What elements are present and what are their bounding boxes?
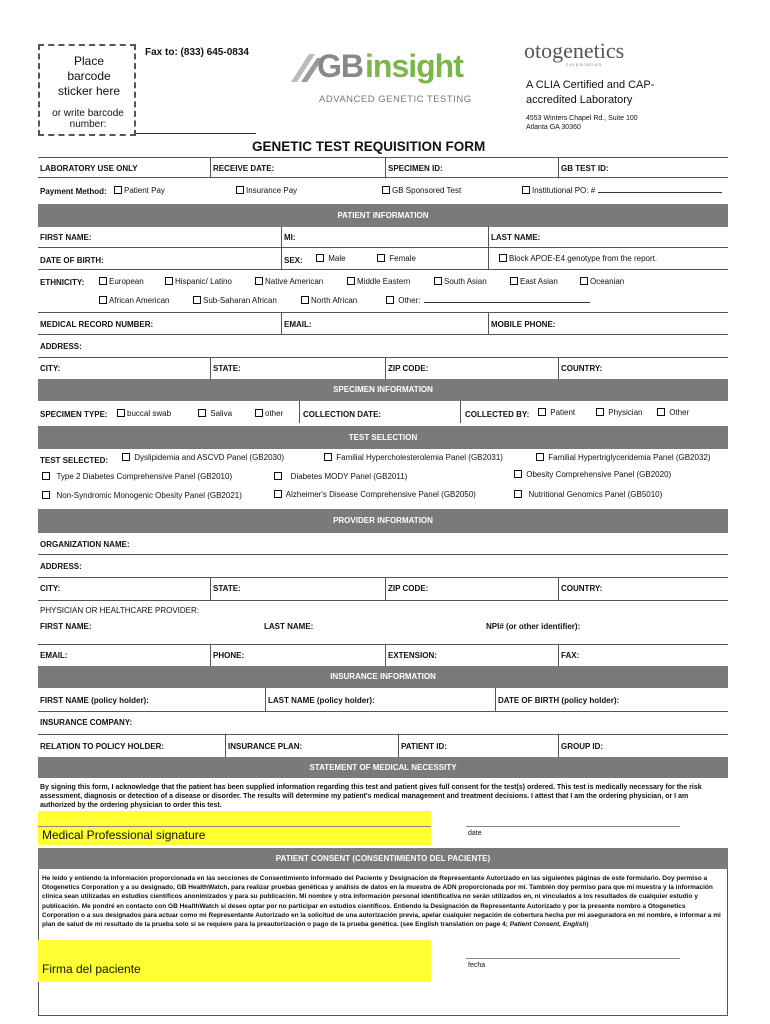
provider-sig-line bbox=[38, 826, 431, 827]
form-title: GENETIC TEST REQUISITION FORM bbox=[252, 139, 486, 154]
test-gb2010[interactable]: Type 2 Diabetes Comprehensive Panel (GB2010) bbox=[42, 472, 232, 481]
ins-last-name-label: LAST NAME (policy holder): bbox=[268, 696, 375, 705]
checkbox-icon[interactable] bbox=[514, 470, 522, 478]
org-name-label: ORGANIZATION NAME: bbox=[40, 540, 130, 549]
checkbox-icon[interactable] bbox=[386, 296, 394, 304]
checkbox-icon[interactable] bbox=[510, 277, 518, 285]
patient-country-label: COUNTRY: bbox=[561, 364, 603, 373]
oto-logo-text: otogenetics bbox=[524, 38, 625, 63]
collected-by-physician[interactable]: Physician bbox=[596, 408, 642, 417]
barcode-or-label: or write barcode number: bbox=[52, 108, 124, 130]
provider-extension-label: EXTENSION: bbox=[388, 651, 437, 660]
checkbox-icon[interactable] bbox=[255, 277, 263, 285]
specimen-info-band: SPECIMEN INFORMATION bbox=[38, 379, 728, 401]
gb-test-id-label: GB TEST ID: bbox=[561, 164, 609, 173]
checkbox-icon[interactable] bbox=[377, 254, 385, 262]
patient-email-label: EMAIL: bbox=[284, 320, 312, 329]
necessity-text: By signing this form, I acknowledge that the patient has been supplied information regarding this test and patient gives full consent for the test(s) ordered. This test is medically necessary for the risk assessment, diagnosis or detection of a disease or disorder. The results will determine my patient's medical management and treatment decisions. I attest that I am the ordering physician, or I am authorized by the ordering physician to order this test. bbox=[40, 784, 702, 809]
patient-mi-label: MI: bbox=[284, 233, 296, 242]
patient-zip-label: ZIP CODE: bbox=[388, 364, 429, 373]
ins-plan-label: INSURANCE PLAN: bbox=[228, 742, 303, 751]
patient-last-name-label: LAST NAME: bbox=[491, 233, 541, 242]
test-gb2031[interactable]: Familial Hypercholesterolemia Panel (GB2031) bbox=[324, 453, 503, 462]
checkbox-icon[interactable] bbox=[165, 277, 173, 285]
provider-country-label: COUNTRY: bbox=[561, 584, 603, 593]
po-number-line[interactable] bbox=[598, 192, 722, 193]
patient-first-name-label: FIRST NAME: bbox=[40, 233, 92, 242]
checkbox-icon[interactable] bbox=[536, 453, 544, 461]
barcode-box[interactable] bbox=[38, 44, 136, 136]
eth-native-american[interactable]: Native American bbox=[255, 277, 323, 286]
checkbox-icon[interactable] bbox=[301, 296, 309, 304]
checkbox-icon[interactable] bbox=[99, 296, 107, 304]
specimen-type-label: SPECIMEN TYPE: bbox=[40, 410, 108, 419]
mobile-phone-label: MOBILE PHONE: bbox=[491, 320, 556, 329]
checkbox-icon[interactable] bbox=[499, 254, 507, 262]
sex-male-option[interactable]: Male bbox=[316, 254, 346, 263]
test-gb2050[interactable]: Alzheimer's Disease Comprehensive Panel (GB2050) bbox=[274, 490, 476, 499]
pay-patient-option[interactable]: Patient Pay bbox=[114, 186, 165, 195]
patient-sex-label: SEX: bbox=[284, 256, 303, 265]
block-apoe-option[interactable]: Block APOE-E4 genotype from the report. bbox=[499, 254, 657, 263]
clia-statement: A CLIA Certified and CAP-accredited Laboratory bbox=[526, 79, 655, 106]
checkbox-icon[interactable] bbox=[117, 409, 125, 417]
checkbox-icon[interactable] bbox=[324, 453, 332, 461]
lab-address-1: 4553 Winters Chapel Rd., Suite 100 bbox=[526, 115, 638, 122]
patient-info-band: PATIENT INFORMATION bbox=[38, 204, 728, 227]
checkbox-icon[interactable] bbox=[193, 296, 201, 304]
specimen-buccal-option[interactable]: buccal swab bbox=[117, 409, 171, 418]
provider-first-name-label: FIRST NAME: bbox=[40, 622, 92, 631]
gb-logo-suffix: insight bbox=[365, 48, 463, 84]
pay-institutional-option[interactable]: Institutional PO: # bbox=[522, 186, 722, 195]
patient-address-label: ADDRESS: bbox=[40, 342, 82, 351]
ethnicity-label: ETHNICITY: bbox=[40, 278, 85, 287]
provider-date-line[interactable] bbox=[466, 826, 680, 827]
checkbox-icon[interactable] bbox=[538, 408, 546, 416]
gb-logo-prefix: GB bbox=[317, 48, 363, 84]
ins-dob-label: DATE OF BIRTH (policy holder): bbox=[498, 696, 620, 705]
patient-signature-label: Firma del paciente bbox=[42, 962, 141, 976]
eth-oceanian[interactable]: Oceanian bbox=[580, 277, 624, 286]
provider-zip-label: ZIP CODE: bbox=[388, 584, 429, 593]
checkbox-icon[interactable] bbox=[514, 490, 522, 498]
ins-patient-id-label: PATIENT ID: bbox=[401, 742, 447, 751]
pay-sponsored-option[interactable]: GB Sponsored Test bbox=[382, 186, 461, 195]
checkbox-icon[interactable] bbox=[382, 186, 390, 194]
patient-city-label: CITY: bbox=[40, 364, 61, 373]
specimen-other-option[interactable]: other bbox=[255, 409, 283, 418]
payment-method-label: Payment Method: bbox=[40, 187, 107, 196]
checkbox-icon[interactable] bbox=[434, 277, 442, 285]
collection-date-label: COLLECTION DATE: bbox=[303, 410, 382, 419]
provider-email-label: EMAIL: bbox=[40, 651, 68, 660]
eth-east-asian[interactable]: East Asian bbox=[510, 277, 558, 286]
provider-info-band: PROVIDER INFORMATION bbox=[38, 509, 728, 533]
patient-date-line[interactable] bbox=[466, 958, 680, 959]
lab-use-label: LABORATORY USE ONLY bbox=[40, 164, 138, 173]
provider-address-label: ADDRESS: bbox=[40, 562, 82, 571]
test-gb5010[interactable]: Nutritional Genomics Panel (GB5010) bbox=[514, 490, 662, 499]
specimen-saliva-option[interactable]: Saliva bbox=[198, 409, 232, 418]
gb-insight-logo bbox=[287, 48, 477, 108]
checkbox-icon[interactable] bbox=[42, 472, 50, 480]
consent-text: He leído y entiendo la información proporcionada en las secciones de Consentimiento Informado del Paciente y Designación de Representante Autorizado en las siguientes páginas de este formulario. Doy permiso a Otogenetics Corporation y a su designado, GB HealthWatch, para realizar pruebas genéticas y análisis de datos en la muestra de ADN proporcionada por mí. También doy permiso para que mi muestra y la información clínica sean utilizadas en estudios científicos anonimizados y para su publicación. Mi nombre y otra información personal identificativa no serán utilizados en, ni vinculados a los resultados de cualquier estudio y publicación. Me pondré en contacto con GB HealthWatch si deseo optar por no participar en estudios científicos. Entiendo la Designación de Representante Autorizado y por la presente nombro a Otogenetics Corporation o a sus designados para actuar como mi Representante Autorizado en la solicitud de una autorización previa, apelar cualquier negación de cobertura hecha por mi aseguradora en mi nombre, e informar a mi plan de salud de mi resultado de la prueba solo si se requiere para la preautorización o pago de la prueba genética. (see English translation on page 4; Patient Consent, English) bbox=[42, 875, 721, 929]
receive-date-label: RECEIVE DATE: bbox=[213, 164, 275, 173]
oto-logo-sub: c o r p o r a t i o n bbox=[566, 62, 602, 67]
pay-insurance-option[interactable]: Insurance Pay bbox=[236, 186, 297, 195]
checkbox-icon[interactable] bbox=[657, 408, 665, 416]
test-gb2030[interactable]: Dyslipidemia and ASCVD Panel (GB2030) bbox=[122, 453, 284, 462]
eth-middle-eastern[interactable]: Middle Eastern bbox=[347, 277, 410, 286]
patient-date-label: fecha bbox=[468, 962, 486, 969]
patient-state-label: STATE: bbox=[213, 364, 241, 373]
test-gb2021[interactable]: Non-Syndromic Monogenic Obesity Panel (GB2021) bbox=[42, 491, 242, 500]
test-selection-band: TEST SELECTION bbox=[38, 426, 728, 449]
physician-label: PHYSICIAN OR HEALTHCARE PROVIDER: bbox=[40, 606, 199, 615]
checkbox-icon[interactable] bbox=[580, 277, 588, 285]
provider-signature-label: Medical Professional signature bbox=[42, 828, 206, 842]
checkbox-icon[interactable] bbox=[596, 408, 604, 416]
otogenetics-logo bbox=[524, 38, 654, 67]
test-gb2011[interactable]: Diabetes MODY Panel (GB2011) bbox=[274, 472, 407, 481]
collected-by-other[interactable]: Other bbox=[657, 408, 689, 417]
provider-last-name-label: LAST NAME: bbox=[264, 622, 314, 631]
barcode-number-line[interactable] bbox=[136, 133, 256, 134]
fax-number: Fax to: (833) 645-0834 bbox=[145, 47, 249, 58]
checkbox-icon[interactable] bbox=[99, 277, 107, 285]
checkbox-icon[interactable] bbox=[42, 491, 50, 499]
checkbox-icon[interactable] bbox=[274, 472, 282, 480]
test-selected-label: TEST SELECTED: bbox=[40, 456, 109, 465]
ins-first-name-label: FIRST NAME (policy holder): bbox=[40, 696, 149, 705]
checkbox-icon[interactable] bbox=[274, 490, 282, 498]
eth-hispanic[interactable]: Hispanic/ Latino bbox=[165, 277, 232, 286]
barcode-label: Place barcode sticker here bbox=[57, 54, 121, 98]
sex-female-option[interactable]: Female bbox=[377, 254, 416, 263]
patient-dob-label: DATE OF BIRTH: bbox=[40, 256, 104, 265]
test-gb2032[interactable]: Familial Hypertriglyceridemia Panel (GB2032) bbox=[536, 453, 711, 462]
ins-relation-label: RELATION TO POLICY HOLDER: bbox=[40, 742, 165, 751]
checkbox-icon[interactable] bbox=[522, 186, 530, 194]
consent-band: PATIENT CONSENT (CONSENTIMIENTO DEL PACIENTE) bbox=[38, 848, 728, 869]
checkbox-icon[interactable] bbox=[122, 453, 130, 461]
checkbox-icon[interactable] bbox=[255, 409, 263, 417]
provider-city-label: CITY: bbox=[40, 584, 61, 593]
checkbox-icon[interactable] bbox=[347, 277, 355, 285]
insurance-info-band: INSURANCE INFORMATION bbox=[38, 666, 728, 688]
test-gb2020[interactable]: Obesity Comprehensive Panel (GB2020) bbox=[514, 470, 671, 479]
checkbox-icon[interactable] bbox=[316, 254, 324, 262]
lab-address-2: Atlanta GA 30360 bbox=[526, 124, 581, 131]
mrn-label: MEDICAL RECORD NUMBER: bbox=[40, 320, 154, 329]
provider-state-label: STATE: bbox=[213, 584, 241, 593]
specimen-id-label: SPECIMEN ID: bbox=[388, 164, 443, 173]
eth-other[interactable]: Other: bbox=[386, 296, 590, 305]
collected-by-label: COLLECTED BY: bbox=[465, 410, 530, 419]
eth-other-line[interactable] bbox=[424, 302, 590, 303]
eth-north-african[interactable]: North African bbox=[301, 296, 357, 305]
necessity-band: STATEMENT OF MEDICAL NECESSITY bbox=[38, 757, 728, 778]
collected-by-patient[interactable]: Patient bbox=[538, 408, 575, 417]
eth-south-asian[interactable]: South Asian bbox=[434, 277, 487, 286]
eth-european[interactable]: European bbox=[99, 277, 144, 286]
checkbox-icon[interactable] bbox=[198, 409, 206, 417]
eth-sub-saharan[interactable]: Sub-Saharan African bbox=[193, 296, 277, 305]
checkbox-icon[interactable] bbox=[236, 186, 244, 194]
eth-african-american[interactable]: African American bbox=[99, 296, 169, 305]
provider-date-label: date bbox=[468, 830, 482, 837]
checkbox-icon[interactable] bbox=[114, 186, 122, 194]
provider-phone-label: PHONE: bbox=[213, 651, 245, 660]
gb-tagline: ADVANCED GENETIC TESTING bbox=[319, 94, 472, 105]
ins-group-id-label: GROUP ID: bbox=[561, 742, 604, 751]
npi-label: NPI# (or other identifier): bbox=[486, 622, 581, 631]
ins-company-label: INSURANCE COMPANY: bbox=[40, 718, 133, 727]
provider-fax-label: FAX: bbox=[561, 651, 580, 660]
